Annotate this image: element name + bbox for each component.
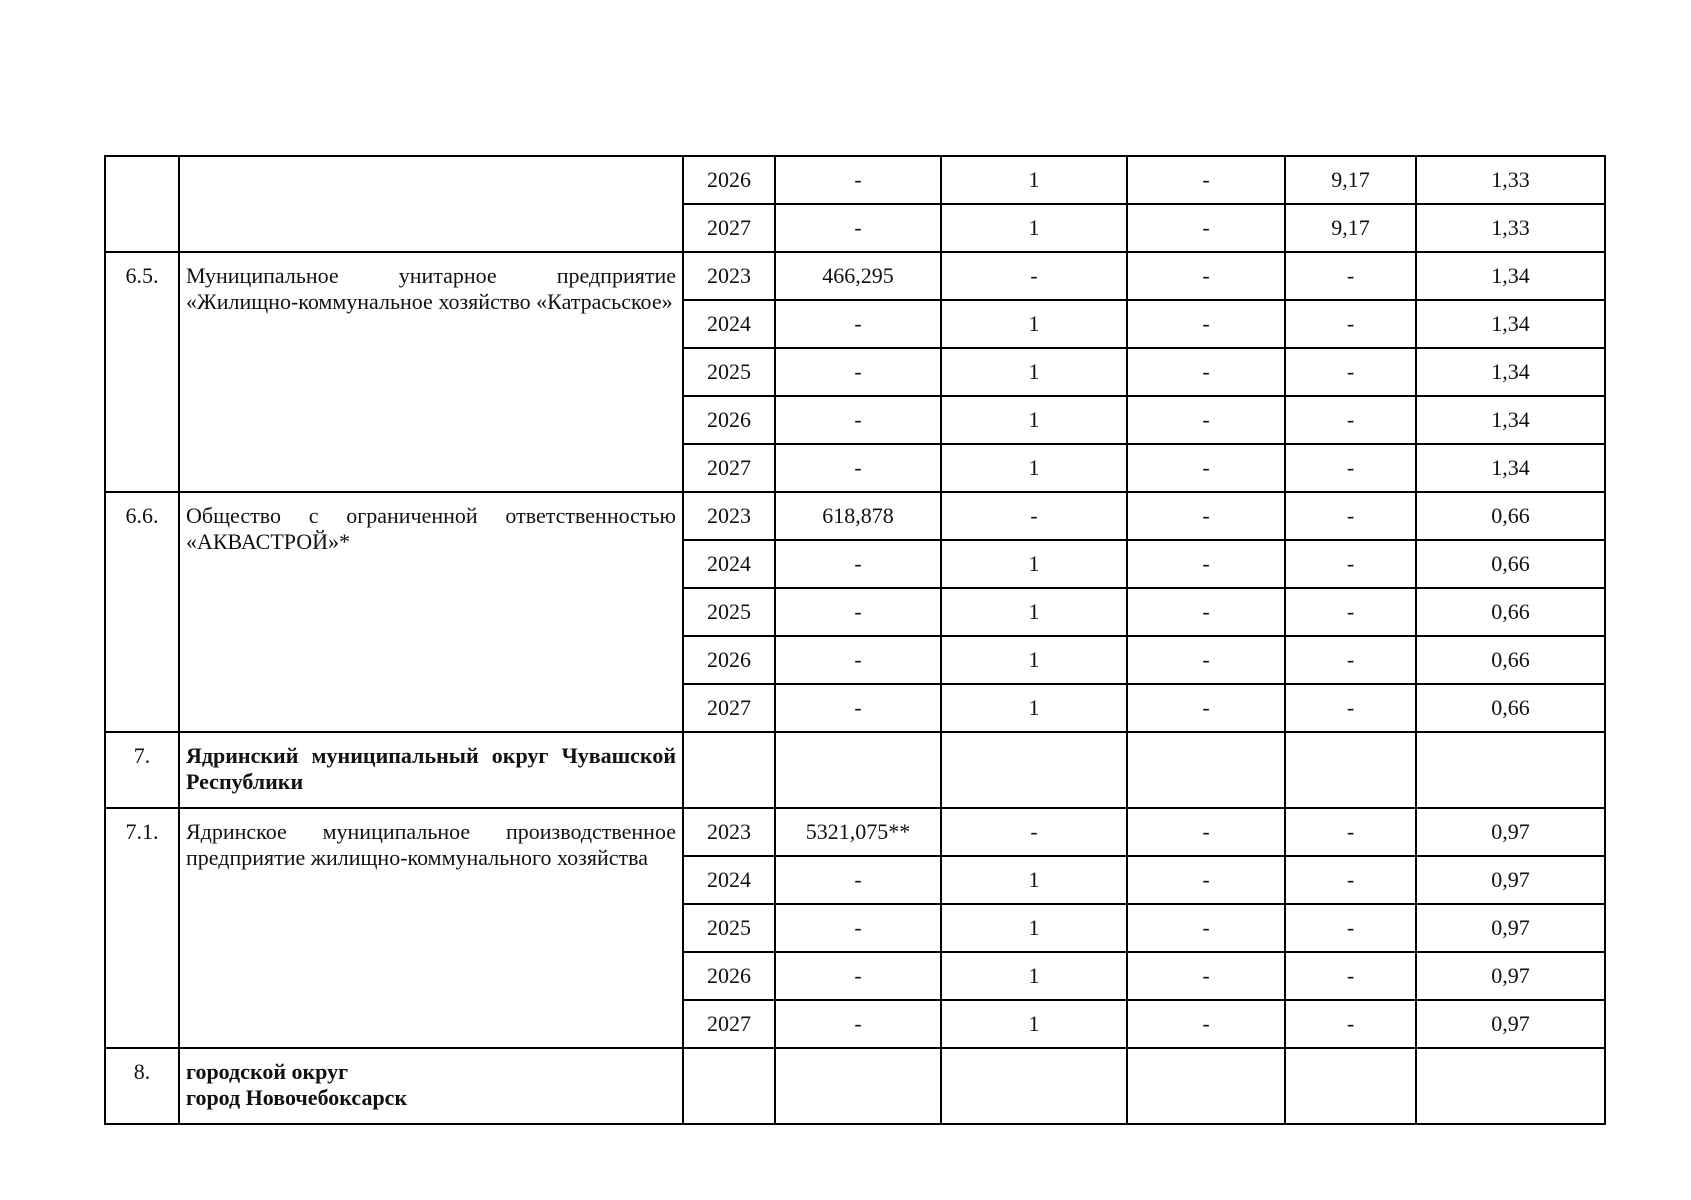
organization-name-line: город Новочебоксарск [186,1085,408,1110]
organization-name-cell: Ядринский муниципальный округ Чувашской Республики [179,732,683,808]
value-cell-col-5: 0,66 [1416,588,1605,636]
year-cell: 2026 [683,952,775,1000]
value-cell-col-3: - [1127,252,1285,300]
year-cell: 2025 [683,904,775,952]
organization-name-cell [179,156,683,252]
value-cell-col-1: - [775,588,941,636]
empty-cell [941,1048,1127,1124]
value-cell-col-1: 5321,075** [775,808,941,856]
value-cell-col-4: - [1285,540,1416,588]
empty-cell [775,732,941,808]
table-row [105,156,1605,204]
year-cell: 2023 [683,252,775,300]
year-cell: 2023 [683,492,775,540]
value-cell-col-2: 1 [941,904,1127,952]
organization-name-cell: Ядринское муниципальное производственное предприятие жилищно-коммунального хозяйства [179,808,683,1048]
value-cell-col-4: - [1285,492,1416,540]
table-row [105,1048,1605,1124]
value-cell-col-3: - [1127,348,1285,396]
empty-cell [1127,732,1285,808]
value-cell-col-1: - [775,952,941,1000]
value-cell-col-5: 1,33 [1416,156,1605,204]
value-cell-col-4: - [1285,1000,1416,1048]
value-cell-col-3: - [1127,156,1285,204]
year-cell: 2027 [683,444,775,492]
year-cell: 2025 [683,348,775,396]
value-cell-col-4: - [1285,856,1416,904]
value-cell-col-1: - [775,300,941,348]
value-cell-col-1: - [775,444,941,492]
value-cell-col-3: - [1127,904,1285,952]
value-cell-col-4: - [1285,684,1416,732]
value-cell-col-2: - [941,808,1127,856]
value-cell-col-5: 1,34 [1416,252,1605,300]
value-cell-col-1: - [775,156,941,204]
value-cell-col-2: 1 [941,300,1127,348]
value-cell-col-3: - [1127,856,1285,904]
value-cell-col-3: - [1127,684,1285,732]
value-cell-col-1: - [775,1000,941,1048]
empty-cell [775,1048,941,1124]
value-cell-col-3: - [1127,952,1285,1000]
value-cell-col-3: - [1127,204,1285,252]
table-row [105,492,1605,540]
year-cell: 2026 [683,636,775,684]
value-cell-col-1: - [775,636,941,684]
value-cell-col-4: - [1285,396,1416,444]
value-cell-col-3: - [1127,492,1285,540]
value-cell-col-3: - [1127,444,1285,492]
value-cell-col-2: 1 [941,1000,1127,1048]
year-cell: 2026 [683,156,775,204]
empty-cell [683,732,775,808]
year-cell: 2027 [683,684,775,732]
value-cell-col-5: 0,66 [1416,636,1605,684]
organization-name-cell: Общество с ограниченной ответственностью «АКВАСТРОЙ»* [179,492,683,732]
empty-cell [683,1048,775,1124]
empty-cell [1127,1048,1285,1124]
value-cell-col-4: - [1285,300,1416,348]
value-cell-col-3: - [1127,588,1285,636]
value-cell-col-4: - [1285,636,1416,684]
organization-name-cell [179,1048,683,1124]
value-cell-col-3: - [1127,540,1285,588]
value-cell-col-1: - [775,540,941,588]
value-cell-col-5: 0,97 [1416,904,1605,952]
value-cell-col-1: - [775,348,941,396]
empty-cell [1416,1048,1605,1124]
empty-cell [941,732,1127,808]
value-cell-col-4: 9,17 [1285,204,1416,252]
year-cell: 2023 [683,808,775,856]
value-cell-col-4: - [1285,588,1416,636]
value-cell-col-2: 1 [941,856,1127,904]
value-cell-col-1: - [775,204,941,252]
value-cell-col-4: 9,17 [1285,156,1416,204]
value-cell-col-5: 0,66 [1416,492,1605,540]
value-cell-col-5: 1,34 [1416,444,1605,492]
value-cell-col-5: 1,34 [1416,348,1605,396]
value-cell-col-2: 1 [941,156,1127,204]
value-cell-col-3: - [1127,1000,1285,1048]
value-cell-col-5: 0,97 [1416,856,1605,904]
item-number-cell: 7.1. [105,808,179,1048]
empty-cell [1416,732,1605,808]
value-cell-col-2: 1 [941,588,1127,636]
empty-cell [1285,1048,1416,1124]
value-cell-col-1: 618,878 [775,492,941,540]
year-cell: 2027 [683,204,775,252]
value-cell-col-2: 1 [941,684,1127,732]
value-cell-col-1: - [775,396,941,444]
value-cell-col-5: 0,97 [1416,1000,1605,1048]
value-cell-col-3: - [1127,636,1285,684]
year-cell: 2026 [683,396,775,444]
value-cell-col-2: 1 [941,636,1127,684]
table-row [105,732,1605,808]
year-cell: 2025 [683,588,775,636]
year-cell: 2024 [683,540,775,588]
year-cell: 2024 [683,300,775,348]
empty-cell [1285,732,1416,808]
value-cell-col-5: 1,33 [1416,204,1605,252]
tariff-table [104,155,1606,1125]
value-cell-col-4: - [1285,904,1416,952]
year-cell: 2024 [683,856,775,904]
value-cell-col-4: - [1285,348,1416,396]
value-cell-col-5: 0,97 [1416,808,1605,856]
value-cell-col-2: 1 [941,348,1127,396]
value-cell-col-1: 466,295 [775,252,941,300]
value-cell-col-2: - [941,252,1127,300]
value-cell-col-4: - [1285,952,1416,1000]
table-row [105,252,1605,300]
table-row [105,808,1605,856]
value-cell-col-2: 1 [941,540,1127,588]
value-cell-col-1: - [775,684,941,732]
item-number-cell: 7. [105,732,179,808]
value-cell-col-1: - [775,856,941,904]
value-cell-col-5: 1,34 [1416,300,1605,348]
value-cell-col-2: 1 [941,444,1127,492]
organization-name-cell: Муниципальное унитарное предприятие «Жилищно-коммунальное хозяйство «Катрасьское» [179,252,683,492]
value-cell-col-2: 1 [941,204,1127,252]
item-number-cell: 6.5. [105,252,179,492]
value-cell-col-4: - [1285,252,1416,300]
value-cell-col-3: - [1127,396,1285,444]
item-number-cell [105,156,179,252]
value-cell-col-5: 0,66 [1416,684,1605,732]
item-number-cell: 8. [105,1048,179,1124]
value-cell-col-4: - [1285,808,1416,856]
value-cell-col-5: 1,34 [1416,396,1605,444]
value-cell-col-5: 0,66 [1416,540,1605,588]
item-number-cell: 6.6. [105,492,179,732]
value-cell-col-3: - [1127,300,1285,348]
value-cell-col-1: - [775,904,941,952]
value-cell-col-4: - [1285,444,1416,492]
value-cell-col-3: - [1127,808,1285,856]
organization-name-line: городской округ [186,1059,349,1084]
value-cell-col-2: 1 [941,396,1127,444]
value-cell-col-2: - [941,492,1127,540]
value-cell-col-2: 1 [941,952,1127,1000]
year-cell: 2027 [683,1000,775,1048]
value-cell-col-5: 0,97 [1416,952,1605,1000]
